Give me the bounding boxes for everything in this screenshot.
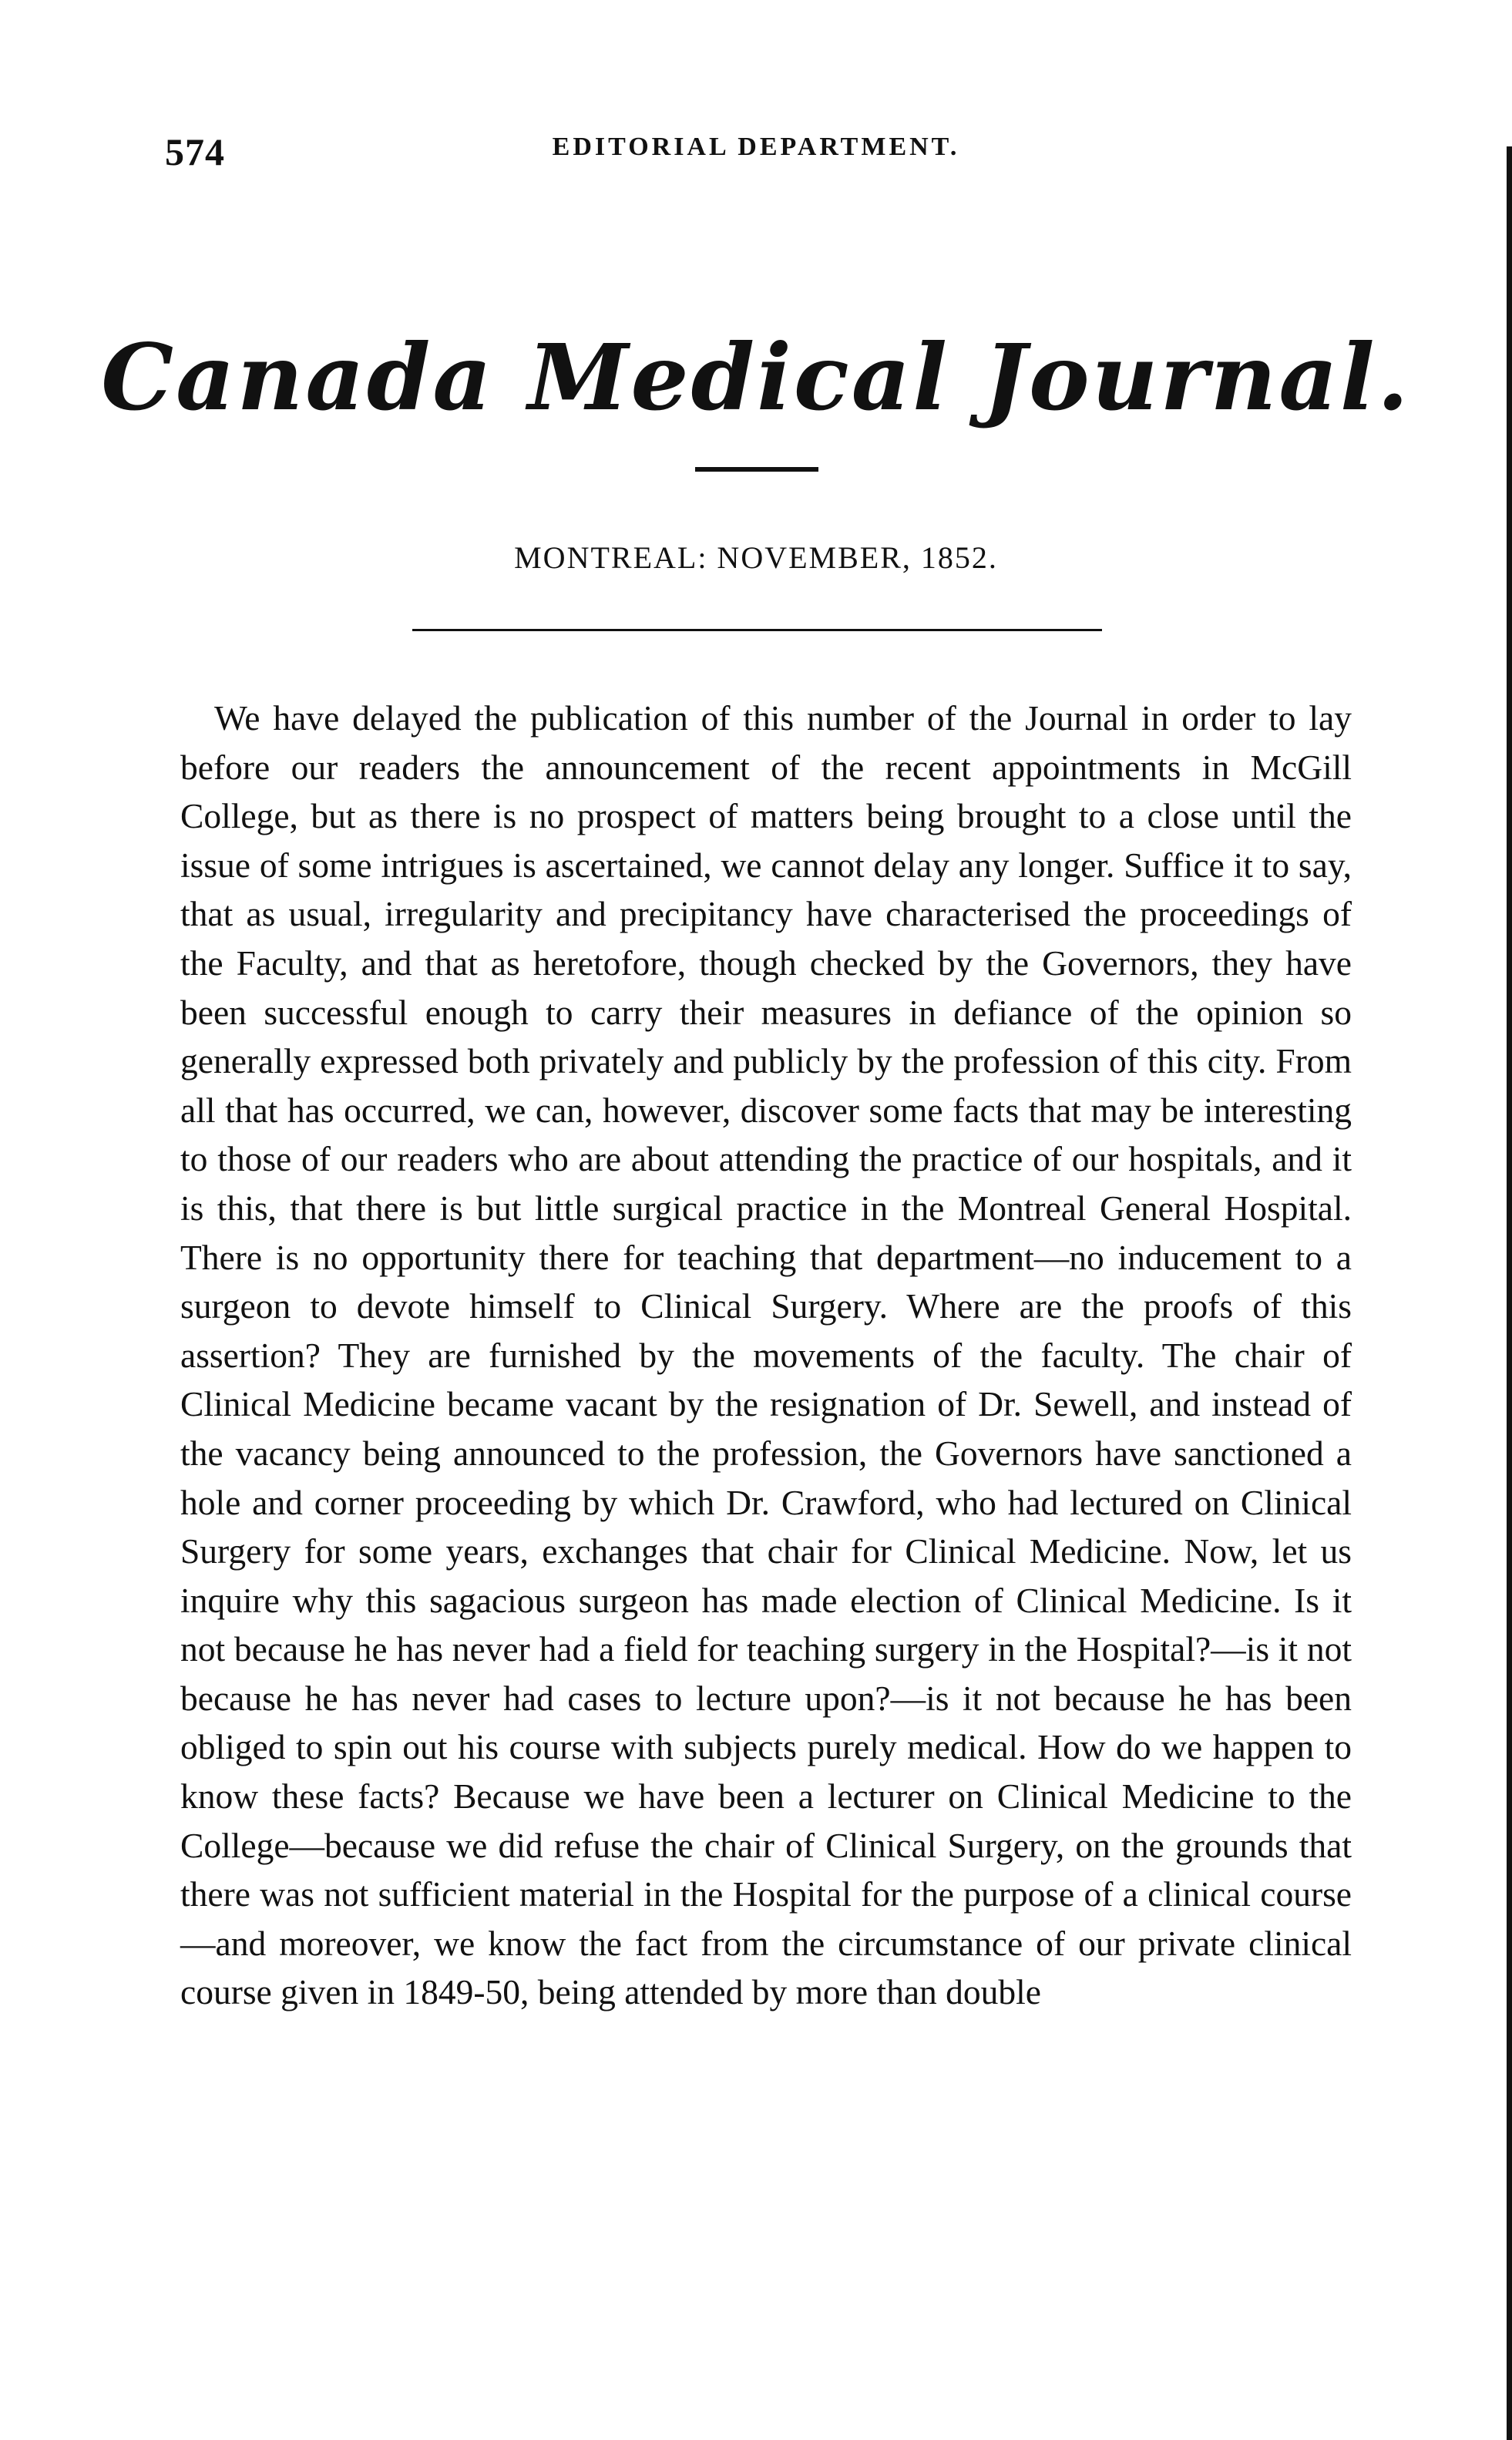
article-body: We have delayed the publication of this number of the Journal in order to lay before our readers the announcement of the recent appointments in McGill College, but as there is no prospect of matters being brought to a close until the issue of some intrigues is ascertained, we cannot delay any longer. Suffice it to say, that as usual, irregularity and precipitancy have characterised the proceedings of the Faculty, and that as heretofore, though checked by the Governors, they have been successful enough to carry their measures in defiance of the opinion so generally expressed both privately and publicly by the profession of this city. From all that has occurred, we can, however, discover some facts that may be interesting to those of our readers who are about attending the practice of our hospitals, and it is this, that there is but little surgical practice in the Montreal General Hospital. There is no opportunity there for teaching that department—no inducement to a surgeon to devote himself to Clinical Surgery. Where are the proofs of this assertion? They are furnished by the movements of the faculty. The chair of Clinical Medicine became vacant by the resignation of Dr. Sewell, and instead of the vacancy being announced to the profession, the Governors have sanctioned a hole and corner proceeding by which Dr. Crawford, who had lectured on Clinical Surgery for some years, exchanges that chair for Clinical Medicine. Now, let us inquire why this sagacious surgeon has made election of Clinical Medicine. Is it not because he has never had a field for teaching surgery in the Hospital?—is it not because he has never had cases to lecture upon?—is it not because he has been obliged to spin out his course with subjects purely medical. How do we happen to know these facts? Because we have been a lecturer on Clinical Medicine to the College—because we did refuse the chair of Clinical Surgery, on the grounds that there was not sufficient material in the Hospital for the purpose of a clinical course—and moreover, we know the fact from the circumstance of our private clinical course given in 1849-50, being attended by more than double [180, 698, 1352, 2012]
masthead-divider [695, 467, 818, 472]
page-edge-shadow [1507, 146, 1512, 2440]
masthead-title: Canada Medical Journal. [101, 324, 1411, 431]
dateline: MONTREAL: NOVEMBER, 1852. [514, 540, 998, 575]
running-head: EDITORIAL DEPARTMENT. [552, 133, 960, 161]
page-number: 574 [165, 130, 225, 173]
dateline-divider [412, 629, 1102, 631]
